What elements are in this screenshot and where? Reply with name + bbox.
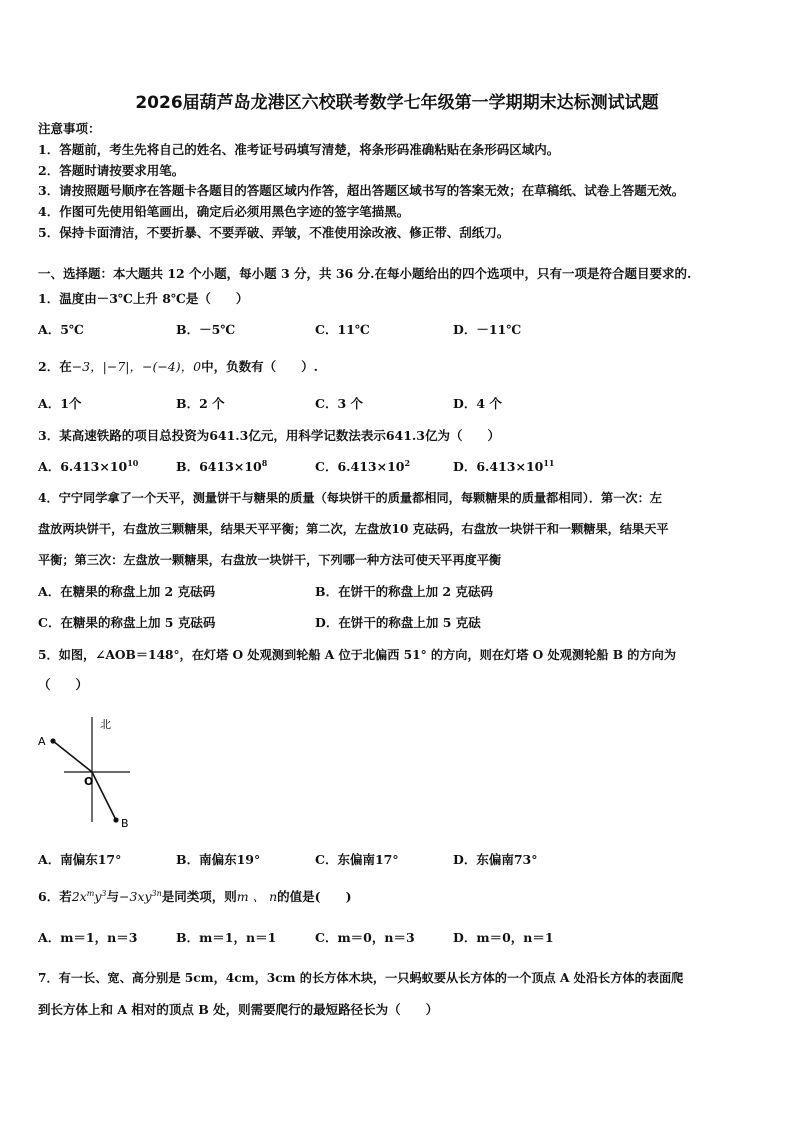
question-3-stem: 3．某高速铁路的项目总投资为641.3亿元，用科学记数法表示641.3亿为（ ） (38, 428, 500, 443)
q3-option-c-exp: 2 (404, 458, 411, 468)
q6-term-1-y: y (94, 889, 102, 904)
q4-option-a: A．在糖果的称盘上加 2 克砝码 (38, 584, 216, 599)
notice-heading: 注意事项： (38, 121, 101, 136)
question-5-line-2: （ ） (38, 677, 89, 692)
q3-option-b (176, 459, 267, 475)
label-b: B (121, 817, 129, 830)
page-title: 2026届葫芦岛龙港区六校联考数学七年级第一学期期末达标测试试题 (135, 93, 659, 113)
question-7-line-2: 到长方体上和 A 相对的顶点 B 处，则需要爬行的最短路径长为（ ） (38, 1002, 439, 1017)
q3-option-d (453, 459, 555, 475)
question-6-stem (38, 889, 352, 905)
label-o: O (84, 775, 94, 788)
question-7-line-1: 7．有一长、宽、高分别是 5cm，4cm，3cm 的长方体木块，一只蚂蚁要从长方体的一个顶点 A 处沿长方体的表面爬 (38, 971, 684, 985)
q6-term-1-base: 2x (71, 889, 87, 904)
q2-option-c: C．3 个 (315, 396, 363, 411)
q2-option-d: D．4 个 (453, 396, 502, 411)
q6-term-1-exp-3: 3 (101, 889, 107, 898)
q3-option-d-exp: 11 (543, 458, 555, 468)
notice-item-5: 5．保持卡面清洁，不要折暴、不要弄破、弄皱，不准使用涂改液、修正带、刮纸刀。 (38, 225, 510, 240)
q6-stem-d: 的值是( ) (277, 889, 352, 904)
q4-option-d: D．在饼干的称盘上加 5 克砝 (315, 615, 481, 630)
q1-option-a: A．5℃ (38, 322, 84, 337)
q3-option-a (38, 459, 138, 475)
q6-term-2-exp: 3n (151, 889, 162, 898)
notice-item-3: 3．请按照题号顺序在答题卡各题目的答题区域内作答，超出答题区域书写的答案无效；在草稿纸、试卷上答题无效。 (38, 183, 685, 198)
q1-option-c: C．11℃ (315, 322, 370, 337)
ray-oa (53, 741, 92, 772)
q5-option-c: C．东偏南17° (315, 852, 399, 867)
q3-option-b-exp: 8 (261, 458, 268, 468)
q3-option-b-label: B．6413×10 (176, 459, 262, 474)
q3-option-a-label: A．6.413×10 (38, 459, 128, 474)
q3-option-c (315, 459, 410, 475)
q5-option-d: D．东偏南73° (453, 852, 538, 867)
q1-option-b: B．－5℃ (176, 322, 236, 337)
q6-option-b: B．m＝1，n＝1 (176, 930, 277, 945)
notice-item-2: 2．答题时请按要求用笔。 (38, 163, 185, 178)
q1-option-d: D．－11℃ (453, 322, 522, 337)
point-a (50, 738, 55, 743)
point-b (113, 817, 118, 822)
q6-stem-a: 6．若 (38, 889, 72, 904)
q4-option-c: C．在糖果的称盘上加 5 克砝码 (38, 615, 216, 630)
q2-option-b: B．2 个 (176, 396, 225, 411)
q5-option-b: B．南偏东19° (176, 852, 261, 867)
q2-stem-b: 中，负数有（ ）. (201, 359, 318, 374)
ray-ob (92, 772, 116, 820)
q6-option-a: A．m＝1，n＝3 (38, 930, 138, 945)
q3-option-c-label: C．6.413×10 (315, 459, 405, 474)
q6-stem-c: 是同类项，则 (161, 889, 237, 904)
question-2-stem (38, 359, 318, 375)
label-a: A (38, 735, 46, 748)
q2-math: −3，|−7|，−(−4)，0 (71, 359, 202, 374)
q6-vars: m 、 n (236, 889, 278, 904)
notice-item-1: 1．答题前，考生先将自己的姓名、准考证号码填写清楚，将条形码准确粘贴在条形码区域内。 (38, 142, 560, 157)
q4-option-b: B．在饼干的称盘上加 2 克砝码 (315, 584, 493, 599)
q6-option-d: D．m＝0，n＝1 (453, 930, 554, 945)
q6-term-2-base: −3xy (118, 889, 152, 904)
q3-option-a-exp: 10 (127, 458, 139, 468)
north-label: 北 (100, 718, 111, 731)
question-4-line-3: 平衡；第三次：左盘放一颗糖果，右盘放一块饼干，下列哪一种方法可使天平再度平衡 (38, 553, 502, 567)
question-4-line-2: 盘放两块饼干，右盘放三颗糖果，结果天平平衡；第二次，左盘放10 克砝码，右盘放一块饼干和一颗糖果，结果天平 (38, 522, 669, 536)
q6-term-1 (72, 889, 107, 904)
q2-option-a: A．1个 (38, 396, 82, 411)
q6-term-2 (119, 889, 162, 904)
section-heading: 一、选择题：本大题共 12 个小题，每小题 3 分，共 36 分.在每小题给出的四个选项中，只有一项是符合题目要求的. (38, 266, 692, 281)
q2-stem-a: 2．在 (38, 359, 72, 374)
q6-term-1-exp-m: m (86, 889, 95, 898)
q6-option-c: C．m＝0，n＝3 (315, 930, 415, 945)
direction-figure (32, 712, 142, 832)
notice-item-4: 4．作图可先使用铅笔画出，确定后必须用黑色字迹的签字笔描黑。 (38, 204, 410, 219)
q3-option-d-label: D．6.413×10 (453, 459, 544, 474)
q5-option-a: A．南偏东17° (38, 852, 122, 867)
question-5-line-1: 5．如图，∠AOB＝148°，在灯塔 O 处观测到轮船 A 位于北偏西 51° 的方向，则在灯塔 O 处观测轮船 B 的方向为 (38, 648, 677, 662)
q6-stem-b: 与 (106, 889, 119, 904)
question-4-line-1: 4．宁宁同学拿了一个天平，测量饼干与糖果的质量（每块饼干的质量都相同，每颗糖果的质量都相同）．第一次：左 (38, 491, 662, 505)
question-1-stem: 1．温度由－3℃上升 8℃是（ ） (38, 291, 249, 306)
